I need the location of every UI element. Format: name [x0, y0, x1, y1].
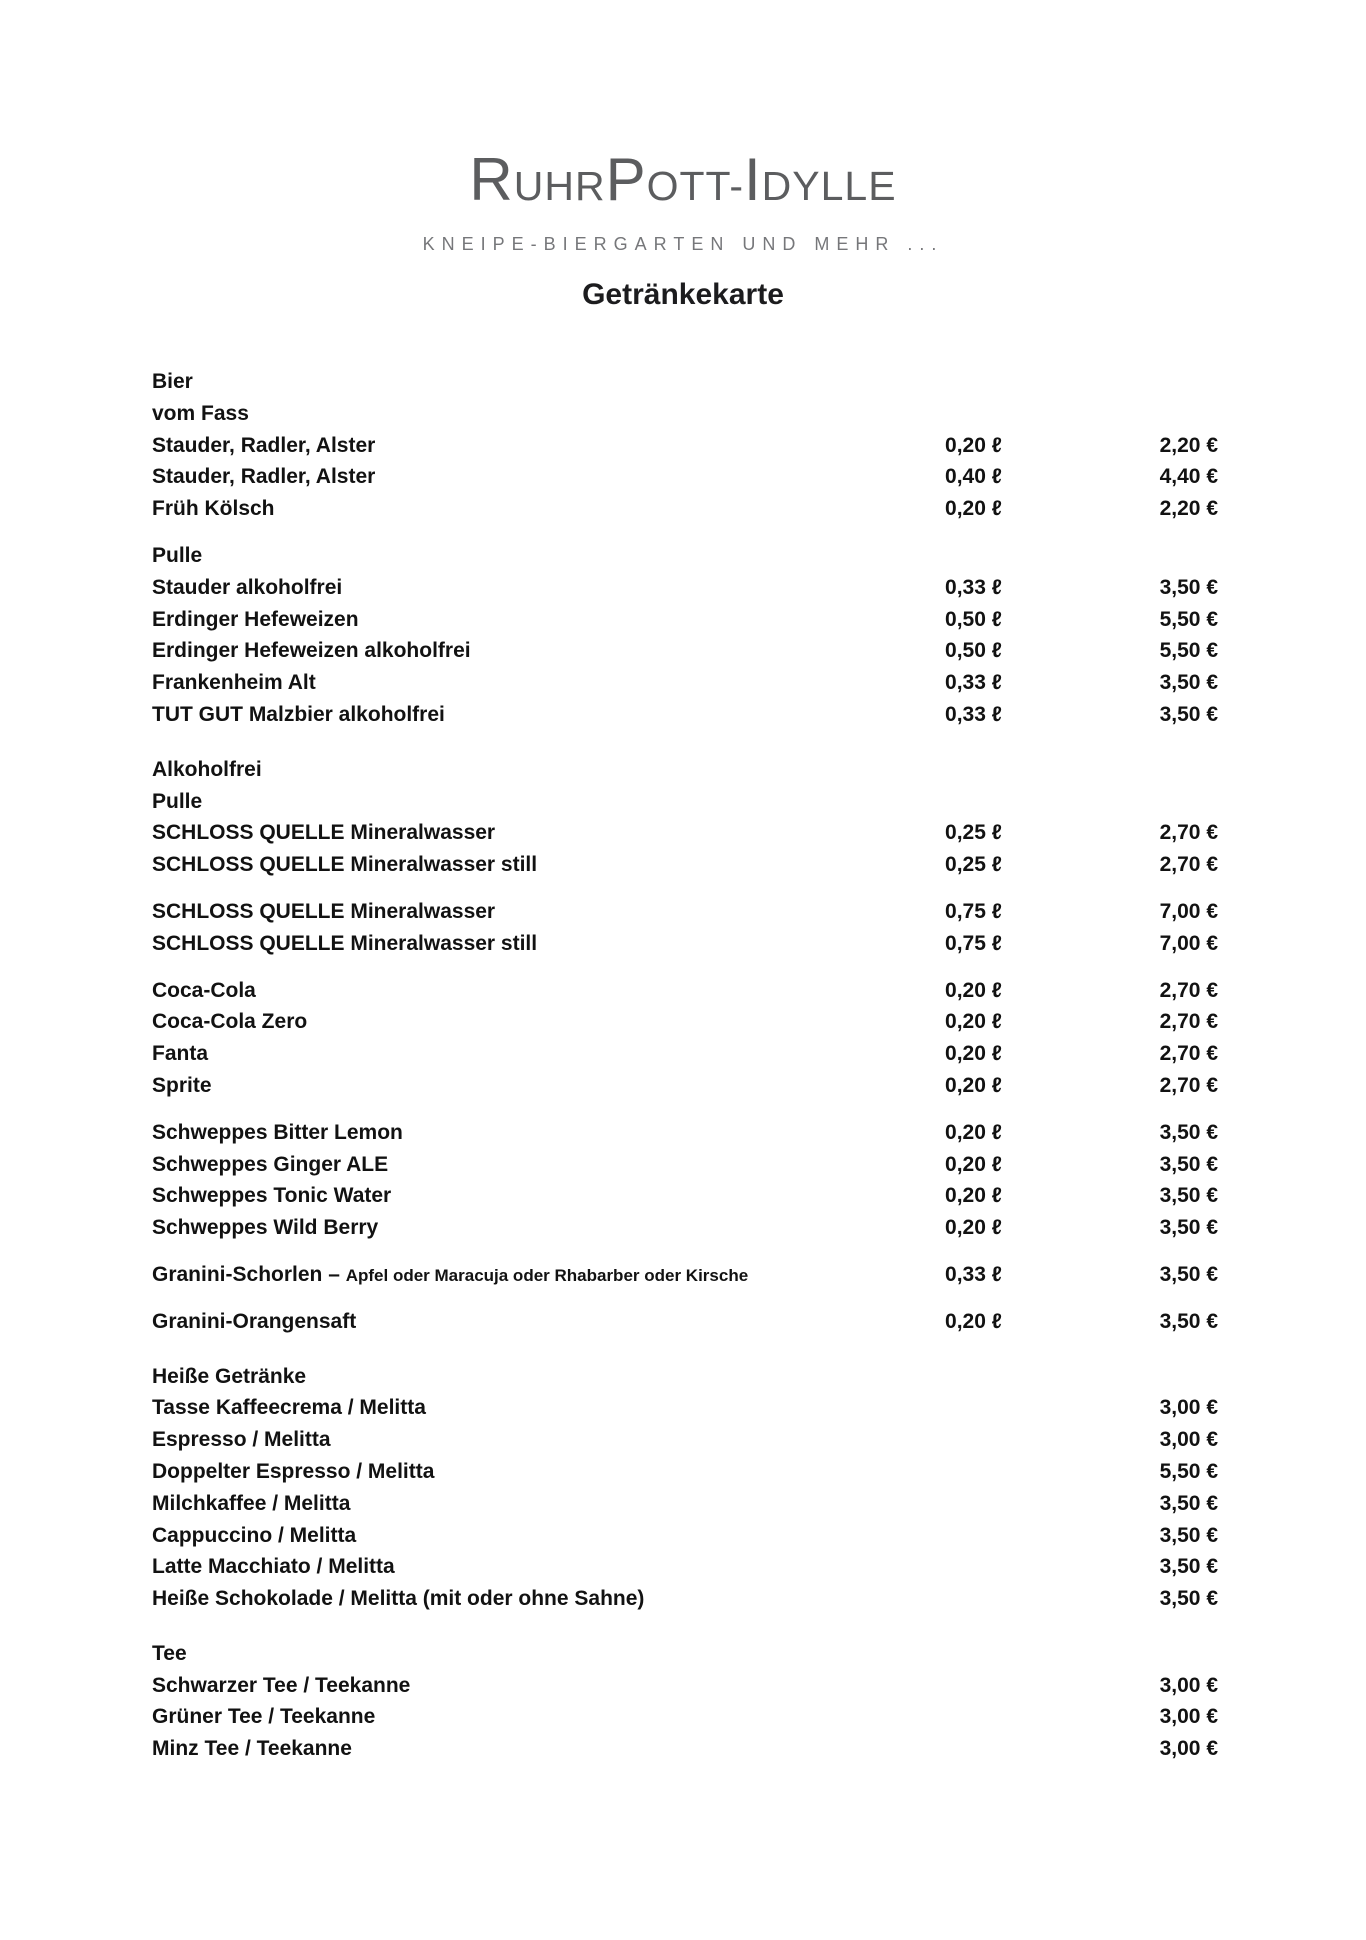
item-price: 2,70 € [1159, 821, 1218, 845]
brand-segment: IDYLLE [743, 146, 897, 213]
item-volume: 0,50 ℓ [945, 639, 1002, 663]
item-volume: 0,20 ℓ [945, 433, 1002, 457]
section-heading: Pulle [152, 789, 203, 813]
item-name: Erdinger Hefeweizen [152, 607, 359, 631]
item-price: 3,00 € [1159, 1673, 1218, 1697]
item-name: Doppelter Espresso / Melitta [152, 1459, 435, 1483]
menu-group [152, 896, 1218, 960]
menu-item-row [152, 1520, 1218, 1552]
item-price: 3,50 € [1159, 1216, 1218, 1240]
brand-segment: POTT- [605, 146, 744, 213]
item-name: TUT GUT Malzbier alkoholfrei [152, 702, 445, 726]
item-name: Schwarzer Tee / Teekanne [152, 1673, 411, 1697]
menu-item-row [152, 1488, 1218, 1520]
brand-tagline: KNEIPE-BIERGARTEN UND MEHR ... [422, 234, 944, 254]
item-name: Granini-Orangensaft [152, 1309, 357, 1333]
item-volume: 0,20 ℓ [945, 1184, 1002, 1208]
item-price: 4,40 € [1159, 465, 1218, 489]
item-price: 3,50 € [1159, 1309, 1218, 1333]
menu [152, 366, 1218, 1765]
menu-group [152, 430, 1218, 525]
item-price: 3,00 € [1159, 1737, 1218, 1761]
menu-item-row [152, 430, 1218, 462]
section-heading: Pulle [152, 543, 203, 567]
item-price: 2,70 € [1159, 1010, 1218, 1034]
menu-item-row [152, 1117, 1218, 1149]
section-heading: Heiße Getränke [152, 1364, 307, 1388]
item-price: 2,70 € [1159, 1042, 1218, 1066]
menu-section [152, 540, 1218, 731]
item-price: 3,50 € [1159, 671, 1218, 695]
menu-group [152, 975, 1218, 1102]
item-price: 3,00 € [1159, 1428, 1218, 1452]
item-price: 3,50 € [1159, 1262, 1218, 1286]
item-name: Schweppes Ginger ALE [152, 1152, 389, 1176]
item-volume: 0,33 ℓ [945, 575, 1002, 599]
item-price: 5,50 € [1159, 639, 1218, 663]
menu-item-row [152, 1392, 1218, 1424]
item-name: Schweppes Bitter Lemon [152, 1120, 403, 1144]
item-price: 3,50 € [1159, 1587, 1218, 1611]
item-volume: 0,20 ℓ [945, 1216, 1002, 1240]
item-name: Coca-Cola [152, 978, 256, 1002]
item-volume: 0,75 ℓ [945, 931, 1002, 955]
item-name: Frankenheim Alt [152, 671, 316, 695]
item-name-note: Apfel oder Maracuja oder Rhabarber oder Kirsche [345, 1265, 749, 1285]
item-price: 2,20 € [1159, 433, 1218, 457]
menu-item-row [152, 1670, 1218, 1702]
item-name: Latte Macchiato / Melitta [152, 1555, 395, 1579]
menu-item-row [152, 849, 1218, 881]
item-name: Stauder alkoholfrei [152, 575, 343, 599]
section-heading: vom Fass [152, 401, 249, 425]
menu-item-row [152, 1583, 1218, 1615]
menu-item-row [152, 896, 1218, 928]
item-name: Stauder, Radler, Alster [152, 465, 376, 489]
item-price: 3,50 € [1159, 702, 1218, 726]
menu-item-row [152, 1180, 1218, 1212]
item-name: Minz Tee / Teekanne [152, 1737, 352, 1761]
menu-item-row [152, 461, 1218, 493]
menu-item-row [152, 1212, 1218, 1244]
item-price: 2,20 € [1159, 497, 1218, 521]
item-name: Coca-Cola Zero [152, 1010, 308, 1034]
item-volume: 0,20 ℓ [945, 1010, 1002, 1034]
item-name: Milchkaffee / Melitta [152, 1491, 351, 1515]
item-volume: 0,20 ℓ [945, 1309, 1002, 1333]
item-name: SCHLOSS QUELLE Mineralwasser [152, 899, 496, 923]
menu-section [152, 366, 1218, 525]
item-name: Schweppes Tonic Water [152, 1184, 392, 1208]
menu-item-row [152, 1424, 1218, 1456]
item-price: 5,50 € [1159, 1459, 1218, 1483]
item-price: 3,50 € [1159, 1491, 1218, 1515]
item-volume: 0,50 ℓ [945, 607, 1002, 631]
menu-title: Getränkekarte [582, 278, 784, 311]
brand-logo-block [0, 148, 1366, 255]
item-name: Heiße Schokolade / Melitta (mit oder ohne Sahne) [152, 1587, 645, 1611]
item-volume: 0,20 ℓ [945, 1152, 1002, 1176]
item-name: Früh Kölsch [152, 497, 275, 521]
menu-item-row [152, 1306, 1218, 1338]
item-name: Granini-Schorlen – Apfel oder Maracuja oder Rhabarber oder Kirsche [152, 1262, 749, 1286]
item-name: Sprite [152, 1073, 212, 1097]
item-price: 7,00 € [1159, 931, 1218, 955]
item-name: Fanta [152, 1042, 209, 1066]
item-name: Tasse Kaffeecrema / Melitta [152, 1396, 426, 1420]
item-price: 5,50 € [1159, 607, 1218, 631]
menu-item-row [152, 1038, 1218, 1070]
menu-item-row [152, 1006, 1218, 1038]
menu-section [152, 754, 1218, 1338]
brand-segment: RUHR [469, 146, 606, 213]
item-price: 3,50 € [1159, 1184, 1218, 1208]
item-price: 2,70 € [1159, 853, 1218, 877]
item-price: 7,00 € [1159, 899, 1218, 923]
item-name: SCHLOSS QUELLE Mineralwasser still [152, 853, 538, 877]
menu-item-row [152, 975, 1218, 1007]
brand-logo [0, 148, 1366, 228]
item-price: 3,50 € [1159, 1523, 1218, 1547]
menu-item-row [152, 667, 1218, 699]
menu-item-row [152, 1070, 1218, 1102]
item-name: Stauder, Radler, Alster [152, 433, 376, 457]
item-volume: 0,33 ℓ [945, 1262, 1002, 1286]
item-volume: 0,20 ℓ [945, 1073, 1002, 1097]
menu-item-row [152, 1456, 1218, 1488]
menu-item-row [152, 1701, 1218, 1733]
section-heading: Alkoholfrei [152, 757, 262, 781]
menu-section [152, 1638, 1218, 1765]
item-price: 2,70 € [1159, 978, 1218, 1002]
menu-group [152, 1117, 1218, 1244]
item-volume: 0,25 ℓ [945, 853, 1002, 877]
item-price: 3,50 € [1159, 1120, 1218, 1144]
menu-item-row [152, 1149, 1218, 1181]
menu-item-row [152, 699, 1218, 731]
menu-item-row [152, 1259, 1218, 1291]
item-volume: 0,33 ℓ [945, 702, 1002, 726]
menu-group [152, 1392, 1218, 1615]
menu-item-row [152, 572, 1218, 604]
menu-section [152, 1361, 1218, 1615]
item-name: Grüner Tee / Teekanne [152, 1705, 376, 1729]
item-volume: 0,40 ℓ [945, 465, 1002, 489]
item-volume: 0,75 ℓ [945, 899, 1002, 923]
menu-item-row [152, 635, 1218, 667]
menu-group [152, 1306, 1218, 1338]
item-name: Schweppes Wild Berry [152, 1216, 379, 1240]
item-name: SCHLOSS QUELLE Mineralwasser still [152, 931, 538, 955]
menu-item-row [152, 1733, 1218, 1765]
menu-item-row [152, 1551, 1218, 1583]
item-price: 3,50 € [1159, 1152, 1218, 1176]
item-name: Erdinger Hefeweizen alkoholfrei [152, 639, 471, 663]
menu-item-row [152, 928, 1218, 960]
item-price: 3,00 € [1159, 1396, 1218, 1420]
item-name: Espresso / Melitta [152, 1428, 331, 1452]
section-heading: Bier [152, 370, 193, 393]
item-volume: 0,20 ℓ [945, 1120, 1002, 1144]
menu-item-row [152, 817, 1218, 849]
item-volume: 0,33 ℓ [945, 671, 1002, 695]
item-price: 3,00 € [1159, 1705, 1218, 1729]
menu-group [152, 1259, 1218, 1291]
item-price: 3,50 € [1159, 575, 1218, 599]
item-volume: 0,20 ℓ [945, 1042, 1002, 1066]
item-volume: 0,20 ℓ [945, 497, 1002, 521]
menu-group [152, 572, 1218, 731]
menu-group [152, 1670, 1218, 1765]
item-name: SCHLOSS QUELLE Mineralwasser [152, 821, 496, 845]
menu-group [152, 817, 1218, 881]
item-price: 3,50 € [1159, 1555, 1218, 1579]
item-volume: 0,20 ℓ [945, 978, 1002, 1002]
item-name: Cappuccino / Melitta [152, 1523, 357, 1547]
menu-item-row [152, 493, 1218, 525]
menu-item-row [152, 604, 1218, 636]
section-heading: Tee [152, 1641, 187, 1665]
item-volume: 0,25 ℓ [945, 821, 1002, 845]
item-price: 2,70 € [1159, 1073, 1218, 1097]
